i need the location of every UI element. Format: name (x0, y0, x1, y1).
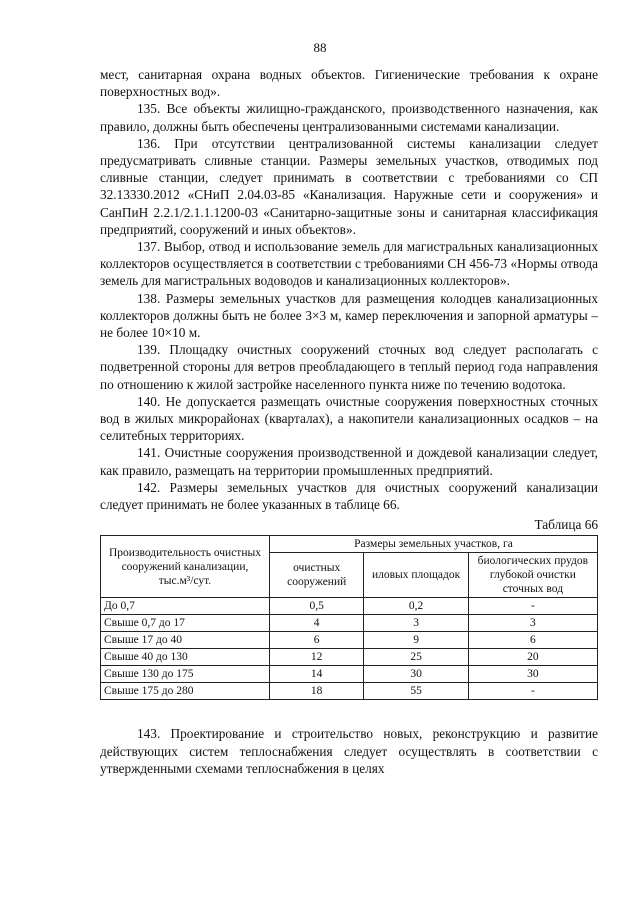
header-col-treatment: очистных сооружений (269, 553, 363, 598)
table-cell: 3 (468, 615, 597, 632)
paragraph: 138. Размеры земельных участков для размещения колодцев канализационных коллекторов должны быть не более 3×3 м, камер переключения и запорной арматуры – не более 10×10 м. (100, 290, 598, 341)
document-body (100, 66, 598, 777)
table-row (101, 615, 598, 632)
paragraph: мест, санитарная охрана водных объектов. Гигиенические требования к охране поверхностных вод». (100, 67, 598, 100)
row-label: Свыше 0,7 до 17 (101, 615, 270, 632)
row-label: До 0,7 (101, 598, 270, 615)
row-label: Свыше 130 до 175 (101, 666, 270, 683)
table-cell: 12 (269, 649, 363, 666)
table-cell: 30 (468, 666, 597, 683)
table-cell: 6 (468, 632, 597, 649)
paragraph: 142. Размеры земельных участков для очистных сооружений канализации следует принимать не более указанных в таблице 66. (100, 479, 598, 513)
table-cell: 20 (468, 649, 597, 666)
paragraph: 140. Не допускается размещать очистные сооружения поверхностных сточных вод в жилых микрорайонах (кварталах), а накопители канализационных осадков – на селитебных территориях. (100, 393, 598, 444)
paragraph: 137. Выбор, отвод и использование земель для магистральных канализационных коллекторов осуществляется в соответствии с требованиями СН 456-73 «Нормы отвода земель для магистральных водоводов и канализационных коллекторов». (100, 239, 598, 289)
table-cell: 0,5 (269, 598, 363, 615)
table-66 (100, 535, 598, 700)
table-cell: 18 (269, 683, 363, 700)
header-capacity: Производительность очистных сооружений канализации, тыс.м³/сут. (101, 536, 270, 598)
table-cell: 14 (269, 666, 363, 683)
paragraphs-before (100, 66, 598, 513)
table-row (101, 598, 598, 615)
table-cell: - (468, 683, 597, 700)
row-label: Свыше 17 до 40 (101, 632, 270, 649)
table-row (101, 666, 598, 683)
table-cell: 9 (364, 632, 468, 649)
table-row (101, 683, 598, 700)
table-caption: Таблица 66 (534, 517, 598, 533)
header-col-sludge: иловых площадок (364, 553, 468, 598)
paragraph: 136. При отсутствии централизованной системы канализации следует предусматривать сливные станции. Размеры земельных участков, отводимых под сливные станции, следует принимать в соответствии с требованиями со СП 32.13330.2012 «СНиП 2.04.03-85 «Канализация. Наружные сети и сооружения» и СанПиН 2.2.1/2.1.1.1200-03 «Санитарно-защитные зоны и санитарная классификация предприятий, сооружений и иных объектов». (100, 135, 598, 237)
table-row (101, 632, 598, 649)
row-label: Свыше 175 до 280 (101, 683, 270, 700)
row-label: Свыше 40 до 130 (101, 649, 270, 666)
paragraph: 141. Очистные сооружения производственной и дождевой канализации следует, как правило, размещать на территории промышленных предприятий. (100, 445, 598, 478)
header-land-sizes: Размеры земельных участков, га (269, 536, 597, 553)
paragraph: 135. Все объекты жилищно-гражданского, производственного назначения, как правило, должны быть обеспечены централизованными системами канализации. (100, 101, 598, 134)
page-number: 88 (313, 40, 327, 55)
header-col-ponds: биологических прудов глубокой очистки сточных вод (468, 553, 597, 598)
table-body (101, 598, 598, 700)
table-cell: 6 (269, 632, 363, 649)
table-row (101, 649, 598, 666)
table-cell: 55 (364, 683, 468, 700)
table-cell: 3 (364, 615, 468, 632)
table-cell: 0,2 (364, 598, 468, 615)
paragraph: 139. Площадку очистных сооружений сточных вод следует располагать с подветренной стороны для ветров преобладающего в теплый период года направления по отношению к жилой застройке населенного пункта ниже по течению водотока. (100, 342, 598, 392)
table-cell: 25 (364, 649, 468, 666)
paragraph: 143. Проектирование и строительство новых, реконструкцию и развитие действующих систем теплоснабжения следует осуществлять в соответствии с утвержденными схемами теплоснабжения в целях (100, 726, 598, 776)
table-cell: - (468, 598, 597, 615)
table-cell: 30 (364, 666, 468, 683)
paragraphs-after (100, 725, 598, 777)
table-cell: 4 (269, 615, 363, 632)
